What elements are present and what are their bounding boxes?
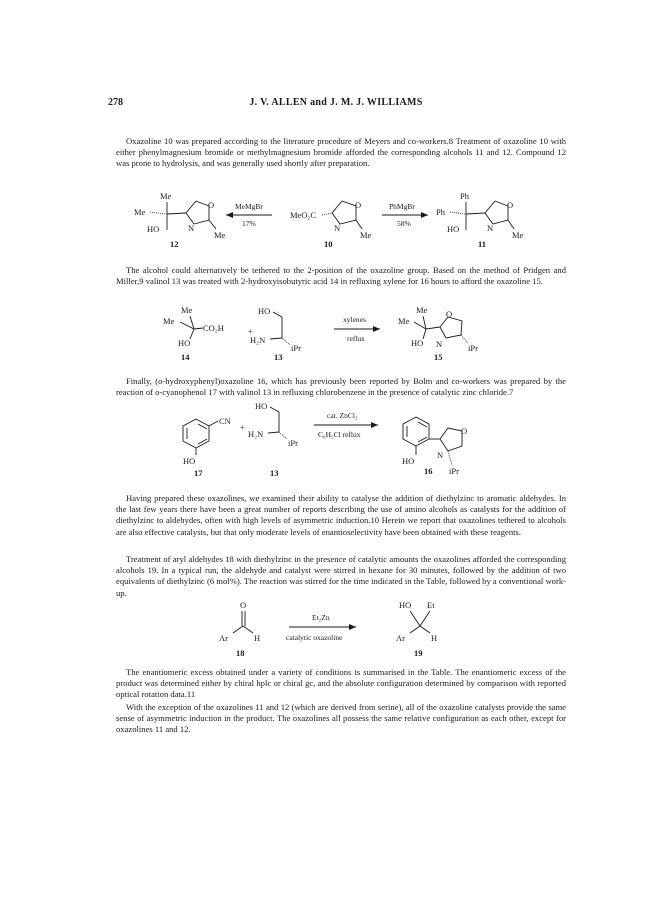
compound-19-structure (396, 600, 437, 643)
atom-me-left: Me (163, 316, 175, 326)
compound-15-label: 15 (434, 352, 443, 362)
atom-ho: HO (402, 456, 415, 466)
reagent-zncl2: cat. ZnCl₂ (327, 411, 358, 420)
paragraph-1: Oxazoline 10 was prepared according to the literature procedure of Meyers and co-workers.8 Treatment of oxazoline 10 with either phenylmagnesium bromide or methylmagnesium bromide afforded the corresponding alcohols 11 and 12. Compound 12 was prone to hydrolysis, and was generally used shortly after preparation. (116, 136, 566, 169)
compound-10-label: 10 (324, 239, 333, 249)
atom-me: Me (512, 230, 524, 240)
compound-19-label: 19 (414, 648, 423, 658)
running-head: J. V. ALLEN and J. M. J. WILLIAMS (249, 97, 423, 108)
atom-n: N (437, 450, 444, 460)
atom-ipr: iPr (291, 343, 301, 353)
reagent-phmgbr: PhMgBr (389, 202, 415, 211)
atom-me-left: Me (134, 207, 146, 217)
atom-et: Et (427, 600, 435, 610)
reagent-xylenes: xylenes (343, 315, 366, 324)
compound-13b-label: 13 (270, 468, 279, 478)
atom-ho: HO (178, 338, 191, 348)
atom-me-c2: Me (214, 230, 226, 240)
plus-sign: + (240, 422, 245, 432)
atom-ph-left: Ph (436, 207, 445, 217)
atom-meo2c: MeO₂C (290, 210, 317, 220)
atom-h: H (431, 633, 438, 643)
atom-ho: HO (447, 224, 460, 234)
atom-ar: Ar (219, 633, 228, 643)
atom-o: O (461, 426, 468, 436)
atom-o: O (240, 600, 247, 610)
reagent-et2zn: Et₂Zn (312, 613, 330, 622)
atom-ipr: iPr (288, 438, 298, 448)
compound-16-label: 16 (424, 466, 433, 476)
atom-o: O (507, 200, 514, 210)
compound-11-label: 11 (478, 239, 487, 249)
atom-ho: HO (183, 456, 196, 466)
atom-co2h: CO₂H (203, 323, 224, 333)
atom-n: N (487, 223, 494, 233)
compound-15-structure (398, 305, 478, 353)
compound-10-structure (290, 200, 372, 240)
compound-13b-structure (248, 401, 298, 448)
paragraph-3: Finally, (o-hydroxyphenyl)oxazoline 16, which has previously been reported by Bolm and co-workers was prepared by the reaction of o-cyanophenol 17 with valinol 13 in refluxing chlorobenzene in the presence of catalytic zinc chloride.7 (116, 376, 566, 398)
scheme-3 (183, 401, 467, 478)
atom-ho: HO (255, 401, 268, 411)
compound-11-structure (436, 191, 524, 240)
atom-h2n: H₂N (250, 335, 266, 345)
compound-17-structure (183, 416, 231, 466)
reagent-reflux: reflux (347, 334, 365, 343)
atom-me-top: Me (181, 305, 193, 315)
atom-n: N (436, 339, 443, 349)
compound-17-label: 17 (194, 468, 203, 478)
atom-h: H (254, 633, 261, 643)
compound-16-structure (402, 417, 467, 476)
paragraph-4: Having prepared these oxazolines, we examined their ability to catalyse the addition of diethylzinc to aromatic aldehydes. In the last few years there have been a great number of reports describing the use of amino alcohols as catalysts for the addition of diethylzinc to aldehydes, often with high levels of asymmetric induction.10 Herein we report that oxazolines tethered to alcohols are also effective catalysts, but that only moderate levels of enantioselectivity have been obtained with these reagents. (116, 493, 566, 537)
compound-18-label: 18 (236, 648, 245, 658)
atom-me-top: Me (416, 305, 428, 315)
compound-12-label: 12 (170, 239, 179, 249)
reagent-memgbr: MeMgBr (235, 202, 263, 211)
compound-12-structure (134, 191, 226, 240)
atom-me-top: Me (160, 191, 172, 201)
atom-o: O (355, 200, 362, 210)
atom-ho: HO (147, 224, 160, 234)
reagent-c6h5cl: C₆H₅Cl reflux (318, 430, 361, 439)
atom-h2n: H₂N (248, 429, 264, 439)
atom-ar: Ar (396, 633, 405, 643)
atom-me: Me (360, 230, 372, 240)
atom-o: O (208, 200, 215, 210)
compound-18-structure (219, 600, 260, 643)
atom-cn: CN (219, 416, 231, 426)
compound-14-structure (163, 305, 224, 348)
atom-ph-top: Ph (460, 191, 469, 201)
atom-ho: HO (258, 306, 271, 316)
yield-17: 17% (242, 219, 256, 228)
compound-13-structure (250, 306, 301, 353)
atom-n: N (334, 223, 341, 233)
compound-14-label: 14 (181, 352, 190, 362)
atom-o: O (446, 309, 453, 319)
paragraph-5: Treatment of aryl aldehydes 18 with diethylzinc in the presence of catalytic amounts the oxazolines afforded the corresponding alcohols 19. In a typical run, the aldehyde and catalyst were stirred in hexane for 30 minutes, followed by the addition of two equivalents of diethylzinc (6 mol%). The reaction was stirred for the time indicated in the Table, followed by a conventional work-up. (116, 554, 566, 598)
atom-ipr: iPr (449, 466, 459, 476)
atom-n: N (188, 223, 195, 233)
plus-sign: + (248, 326, 253, 336)
atom-me-left: Me (398, 316, 410, 326)
atom-ipr: iPr (468, 343, 478, 353)
paragraph-2: The alcohol could alternatively be tethered to the 2-position of the oxazoline group. Based on the method of Pridgen and Miller,9 valinol 13 was treated with 2-hydroxyisobutyric acid 14 in refluxing xylene for 16 hours to afford the oxazoline 15. (116, 265, 566, 287)
atom-ho: HO (411, 338, 424, 348)
paragraph-7: With the exception of the oxazolines 11 and 12 (which are derived from serine), all of the oxazoline catalysts provide the same sense of asymmetric induction in the product. The oxazolines all possess the same relative configuration as each other, except for oxazolines 11 and 12. (116, 702, 566, 735)
paragraph-6: The enantiomeric excess obtained under a variety of conditions is summarised in the Table. The enantiomeric excess of the product was determined either by chiral hplc or chiral gc, and the absolute configuration determined by comparison with reported optical rotation data.11 (116, 667, 566, 700)
scheme-1 (134, 191, 524, 249)
yield-58: 58% (397, 219, 411, 228)
scheme-4 (219, 600, 437, 658)
reagent-catalytic-oxazoline: catalytic oxazoline (286, 633, 343, 642)
scheme-2 (163, 305, 478, 362)
page-number: 278 (108, 97, 123, 108)
atom-ho: HO (399, 600, 412, 610)
compound-13-label: 13 (274, 352, 283, 362)
